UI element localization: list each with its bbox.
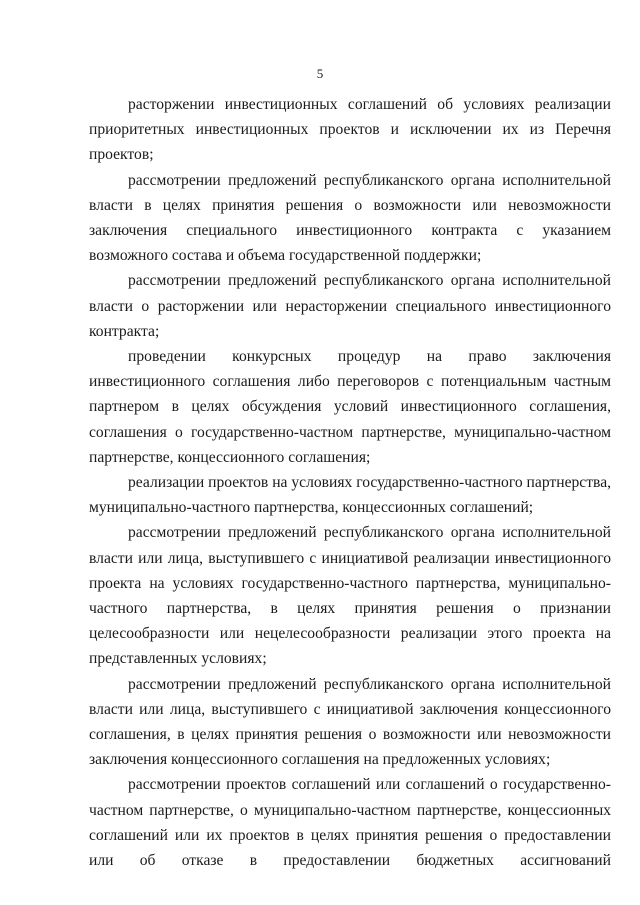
paragraph: рассмотрении предложений республиканского органа исполнительной власти или лица, выступившего с инициативой реализации инвестиционного проекта на условиях государственно-частного партнерства, муниципально-частного партнерства, в целях принятия решения о признании целесообразности или нецелесообразности реализации этого проекта на представленных условиях; xyxy=(89,524,611,668)
paragraph: рассмотрении проектов соглашений или соглашений о государственно-частном партнерстве, о муниципально-частном партнерстве, концессионных соглашений или их проектов в целях принятия решения о предоставлении или об отказе в предоставлении бюджетных ассигнований xyxy=(89,776,611,870)
paragraph: проведении конкурсных процедур на право заключения инвестиционного соглашения либо переговоров с потенциальным частным партнером в целях обсуждения условий инвестиционного соглашения, соглашения о государственно-частном партнерстве, муниципально-частном партнерстве, концессионного соглашения; xyxy=(89,348,611,466)
paragraph: реализации проектов на условиях государственно-частного партнерства, муниципально-частного партнерства, концессионных соглашений; xyxy=(89,474,612,517)
paragraph: расторжении инвестиционных соглашений об условиях реализации приоритетных инвестиционных проектов и исключении их из Перечня проектов; xyxy=(89,96,611,164)
paragraph: рассмотрении предложений республиканского органа исполнительной власти о расторжении или нерасторжении специального инвестиционного контракта; xyxy=(89,272,611,340)
paragraph: рассмотрении предложений республиканского органа исполнительной власти в целях принятия решения о возможности или невозможности заключения специального инвестиционного контракта с указанием возможного состава и объема государственной поддержки; xyxy=(89,171,611,265)
page-number: 5 xyxy=(316,66,324,81)
paragraph: рассмотрении предложений республиканского органа исполнительной власти или лица, выступившего с инициативой заключения концессионного соглашения, в целях принятия решения о возможности или невозможности заключения концессионного соглашения на предложенных условиях; xyxy=(89,675,611,769)
document-body xyxy=(89,92,611,873)
